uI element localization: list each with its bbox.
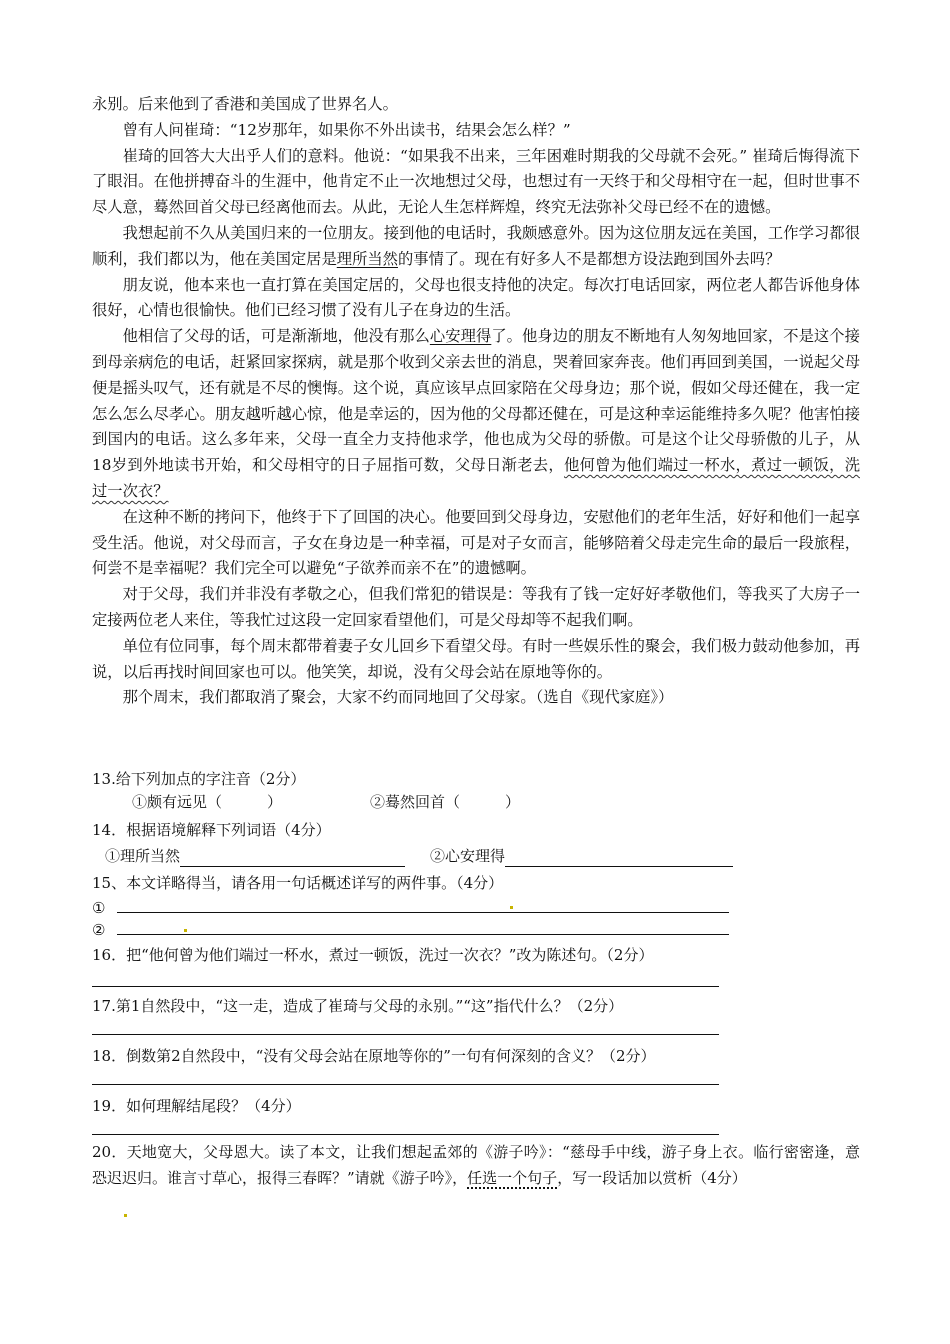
answer-blank-14-2[interactable] (505, 850, 733, 867)
paragraph-7: 在这种不断的拷问下，他终于下了回国的决心。他要回到父母身边，安慰他们的老年生活，好好和他们一起享受生活。他说，对父母而言，子女在身边是一种幸福，可是对子女而言，能够陪着父母走完生命的最后一段旅程，何尝不是幸福呢？我们完全可以避免“子欲养而亲不在”的遗憾啊。 (92, 507, 860, 578)
paragraph-6-text-a: 他相信了父母的话，可是渐渐地，他没有那么 (122, 327, 430, 346)
answer-line-15-2[interactable] (117, 934, 729, 935)
question-13-item-1: ①颇有远见（ ） (132, 793, 283, 811)
question-15: 15、本文详略得当，请各用一句话概述详写的两件事。（4分） (92, 874, 504, 892)
question-20 (92, 1140, 860, 1191)
scan-artifact-mark (510, 906, 513, 909)
question-14-item-2-label: ②心安理得 (430, 847, 506, 865)
question-20-text-a: 20．天地宽大，父母恩大。读了本文，让我们想起孟郊的《游子吟》：“慈母手中线，游子身上衣。临行密密逢，意恐迟迟归。谁言寸草心，报得三春晖？”请就《游子吟》， (92, 1143, 860, 1187)
question-14-item-1 (105, 845, 405, 867)
paragraph-4-text-b: 的事情了。现在有好多人不是都想方设法跑到国外去吗？ (397, 249, 781, 268)
paragraph-4 (92, 221, 860, 273)
question-14-item-1-label: ①理所当然 (105, 847, 181, 865)
question-17: 17.第1自然段中，“这一走，造成了崔琦与父母的永别。”“这”指代什么？（2分） (92, 997, 624, 1015)
paragraph-5: 朋友说，他本来也一直打算在美国定居的，父母也很支持他的决定。每次打电话回家，两位老人都告诉他身体很好，心情也很愉快。他们已经习惯了没有儿子在身边的生活。 (92, 275, 860, 320)
question-20-text-b: ，写一段话加以赏析（4分） (557, 1168, 747, 1187)
question-13: 13.给下列加点的字注音（2分） (92, 770, 306, 788)
paragraph-9: 单位有位同事，每个周末都带着妻子女儿回乡下看望父母。有时一些娱乐性的聚会，我们极力鼓动他参加，再说，以后再找时间回家也可以。他笑笑，却说，没有父母会站在原地等你的。 (92, 636, 860, 681)
paragraph-6 (92, 324, 860, 505)
answer-line-18[interactable] (92, 1084, 719, 1085)
paragraph-10: 那个周末，我们都取消了聚会，大家不约而同地回了父母家。（选自《现代家庭》） (122, 688, 674, 707)
paragraph-3: 崔琦的回答大大出乎人们的意料。他说：“如果我不出来，三年困难时期我的父母就不会死。” 崔琦后悔得流下了眼泪。在他拼搏奋斗的生涯中，他肯定不止一次地想过父母，也想过有一天终于和父母相守在一起，但时世事不尽人意，蓦然回首父母已经离他而去。从此，无论人生怎样辉煌，终究无法弥补父母已经不在的遗憾。 (92, 146, 860, 217)
answer-line-16[interactable] (92, 986, 719, 987)
question-15-item-2-label: ② (92, 921, 106, 939)
underlined-phrase-xinanlide: 心安理得 (429, 327, 492, 346)
wavy-underlined-question: 他何曾为他们端过一杯水，煮过一顿饭，洗过一次衣？ (92, 456, 860, 500)
paragraph-1: 永别。后来他到了香港和美国成了世界名人。 (92, 95, 398, 113)
answer-line-19[interactable] (92, 1134, 719, 1135)
question-14-item-2 (430, 845, 733, 867)
scan-artifact-mark (124, 1214, 127, 1217)
dotted-phrase-choose-sentence: 任选一个句子 (467, 1168, 558, 1187)
paragraph-2: 曾有人问崔琦：“12岁那年，如果你不外出读书，结果会怎么样？” (122, 120, 571, 139)
question-16: 16．把“他何曾为他们端过一杯水，煮过一顿饭，洗过一次衣？”改为陈述句。（2分） (92, 946, 654, 964)
scan-artifact-mark (184, 929, 187, 932)
answer-line-17[interactable] (92, 1034, 719, 1035)
paragraph-8: 对于父母，我们并非没有孝敬之心，但我们常犯的错误是：等我有了钱一定好好孝敬他们，等我买了大房子一定接两位老人来住，等我忙过这段一定回家看望他们，可是父母却等不起我们啊。 (92, 585, 860, 629)
question-14: 14．根据语境解释下列词语（4分） (92, 821, 331, 839)
underlined-phrase-lisuodangran: 理所当然 (336, 249, 398, 268)
answer-blank-14-1[interactable] (180, 850, 405, 867)
paragraph-6-text-b: 了。他身边的朋友不断地有人匆匆地回家，不是这个接到母亲病危的电话，赶紧回家探病，就是那个收到父亲去世的消息，哭着回家奔丧。他们再回到美国，一说起父母便是摇头叹气，还有就是不尽的懊悔。这个说，真应该早点回家陪在父母身边；那个说，假如父母还健在，我一定怎么怎么尽孝心。朋友越听越心惊，他是幸运的，因为他的父母都还健在，可是这种幸运能维持多久呢？他害怕接到国内的电话。这么多年来，父母一直全力支持他求学，他也成为父母的骄傲。可是这个让父母骄傲的儿子，从18岁到外地读书开始，和父母相守的日子屈指可数，父母日渐老去， (92, 327, 860, 475)
answer-line-15-1[interactable] (117, 912, 729, 913)
reading-passage (92, 92, 860, 711)
question-18: 18．倒数第2自然段中，“没有父母会站在原地等你的”一句有何深刻的含义？（2分） (92, 1047, 656, 1065)
paragraph-4-text-a: 我想起前不久从美国归来的一位朋友。接到他的电话时，我颇感意外。因为这位朋友远在美国，工作学习都很顺利，我们都以为，他在美国定居是 (92, 223, 860, 268)
question-15-item-1-label: ① (92, 899, 106, 917)
question-13-item-2: ②蓦然回首（ ） (370, 793, 521, 811)
question-19: 19．如何理解结尾段？（4分） (92, 1097, 301, 1115)
